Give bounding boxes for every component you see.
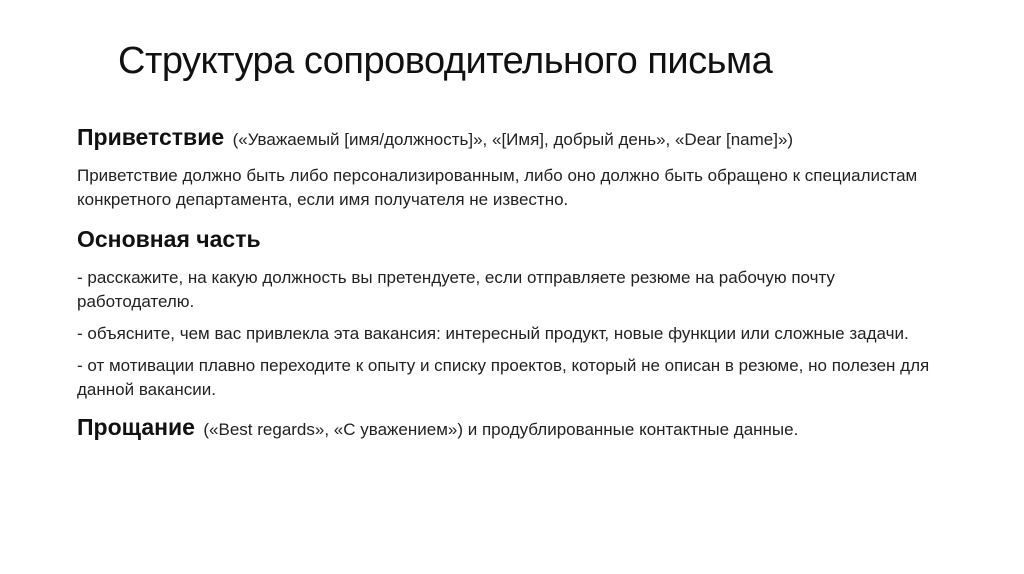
slide-title: Структура сопроводительного письма [118,40,773,82]
paragraph-main-3: - от мотивации плавно переходите к опыту и списку проектов, который не описан в резюме, но полезен для данной вакансии. [77,356,930,399]
section-heading-main-part: Основная часть [77,226,261,252]
paragraph-greeting: Приветствие должно быть либо персонализированным, либо оно должно быть обращено к специалистам конкретного департамента, если имя получателя не известно. [77,166,918,209]
section-heading-greeting: Приветствие [77,124,225,150]
section-note-farewell: («Best regards», «С уважением») и продублированные контактные данные. [203,420,799,439]
section-heading-farewell: Прощание [77,414,195,440]
slide-content [77,120,947,448]
section-note-greeting: («Уважаемый [имя/должность]», «[Имя], добрый день», «Dear [name]») [232,130,794,149]
section-main-part [77,222,947,260]
paragraph-main-1: - расскажите, на какую должность вы претендуете, если отправляете резюме на рабочую почту работодателю. [77,268,835,311]
paragraph-main-2: - объясните, чем вас привлекла эта вакансия: интересный продукт, новые функции или сложные задачи. [77,324,909,343]
section-farewell [77,410,947,448]
section-greeting [77,120,947,158]
